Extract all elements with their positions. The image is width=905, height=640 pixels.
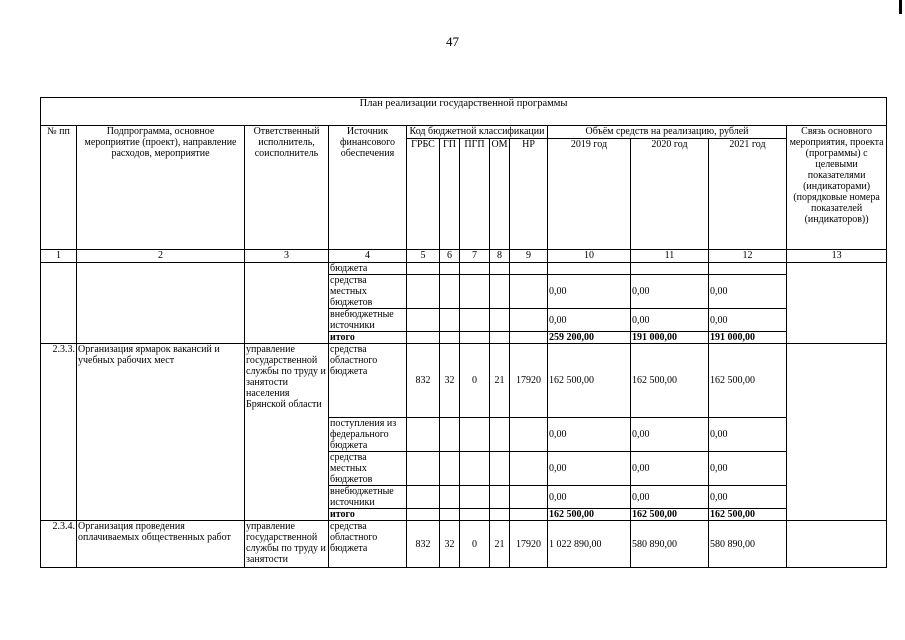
value-2020: 0,00 xyxy=(631,418,709,452)
edge-mark xyxy=(899,0,902,14)
column-number: 11 xyxy=(631,250,709,263)
row-name: Организация проведения оплачиваемых общественных работ xyxy=(77,521,245,568)
value-2020: 191 000,00 xyxy=(631,332,709,344)
table-title-row xyxy=(41,98,887,126)
row-source: внебюджетные источники xyxy=(329,486,407,509)
value-2020 xyxy=(631,263,709,275)
table-row xyxy=(41,263,887,275)
value-2020: 0,00 xyxy=(631,275,709,309)
header-row-1 xyxy=(41,126,887,139)
header-gp: ГП xyxy=(440,139,460,250)
header-no: № пп xyxy=(41,126,77,250)
value-2020: 0,00 xyxy=(631,452,709,486)
header-budget-code: Код бюджетной классификации xyxy=(407,126,548,139)
value-2019: 162 500,00 xyxy=(548,344,631,418)
value-2019: 162 500,00 xyxy=(548,509,631,521)
column-number: 4 xyxy=(329,250,407,263)
header-responsible: Ответственный исполнитель, соисполнитель xyxy=(245,126,329,250)
column-number: 6 xyxy=(440,250,460,263)
row-responsible: управление государственной службы по труду и занятости населения Брянской области xyxy=(245,344,329,521)
page-number: 47 xyxy=(446,34,459,49)
header-2021: 2021 год xyxy=(709,139,787,250)
table-row xyxy=(41,344,887,418)
value-2021: 0,00 xyxy=(709,309,787,332)
row-name xyxy=(77,263,245,344)
header-nr: НР xyxy=(510,139,548,250)
table-title: План реализации государственной программы xyxy=(41,98,887,126)
value-2019 xyxy=(548,263,631,275)
column-number: 13 xyxy=(787,250,887,263)
value-2020: 0,00 xyxy=(631,309,709,332)
plan-table xyxy=(40,97,887,568)
value-gp: 32 xyxy=(440,344,460,418)
header-2019: 2019 год xyxy=(548,139,631,250)
column-number: 2 xyxy=(77,250,245,263)
row-name: Организация ярмарок вакансий и учебных рабочих мест xyxy=(77,344,245,521)
value-2019: 0,00 xyxy=(548,452,631,486)
value-2021: 0,00 xyxy=(709,452,787,486)
value-nr: 17920 xyxy=(510,521,548,568)
value-2019: 0,00 xyxy=(548,309,631,332)
row-source: средства местных бюджетов xyxy=(329,452,407,486)
column-number: 9 xyxy=(510,250,548,263)
value-pgp: 0 xyxy=(460,521,490,568)
header-subprogram: Подпрограмма, основное мероприятие (проект), направление расходов, мероприятие xyxy=(77,126,245,250)
value-2021: 162 500,00 xyxy=(709,509,787,521)
row-responsible xyxy=(245,263,329,344)
value-2019: 0,00 xyxy=(548,418,631,452)
column-number: 12 xyxy=(709,250,787,263)
value-2019: 1 022 890,00 xyxy=(548,521,631,568)
value-pgp: 0 xyxy=(460,344,490,418)
column-number: 5 xyxy=(407,250,440,263)
header-pgp: ПГП xyxy=(460,139,490,250)
column-number: 3 xyxy=(245,250,329,263)
value-2020: 162 500,00 xyxy=(631,509,709,521)
row-source: поступления из федерального бюджета xyxy=(329,418,407,452)
table-row xyxy=(41,521,887,568)
row-link xyxy=(787,344,887,521)
value-2020: 580 890,00 xyxy=(631,521,709,568)
value-grbs: 832 xyxy=(407,521,440,568)
header-source: Источник финансового обеспечения xyxy=(329,126,407,250)
value-2019: 259 200,00 xyxy=(548,332,631,344)
value-2020: 162 500,00 xyxy=(631,344,709,418)
row-link xyxy=(787,263,887,344)
row-no: 2.3.3. xyxy=(41,344,77,521)
column-number: 10 xyxy=(548,250,631,263)
header-link: Связь основного мероприятия, проекта (программы) с целевыми показателями (индикаторами) (порядковые номера показателей (индикаторов)) xyxy=(787,126,887,250)
value-nr: 17920 xyxy=(510,344,548,418)
column-number: 1 xyxy=(41,250,77,263)
row-source: внебюджетные источники xyxy=(329,309,407,332)
row-link xyxy=(787,521,887,568)
value-2021: 191 000,00 xyxy=(709,332,787,344)
header-om: ОМ xyxy=(490,139,510,250)
row-responsible: управление государственной службы по труду и занятости xyxy=(245,521,329,568)
row-source: итого xyxy=(329,509,407,521)
header-volume: Объём средств на реализацию, рублей xyxy=(548,126,787,139)
row-source: итого xyxy=(329,332,407,344)
value-om: 21 xyxy=(490,521,510,568)
column-number: 8 xyxy=(490,250,510,263)
row-source: средства областного бюджета xyxy=(329,344,407,418)
header-2020: 2020 год xyxy=(631,139,709,250)
value-2021 xyxy=(709,263,787,275)
column-number-row xyxy=(41,250,887,263)
row-no: 2.3.4. xyxy=(41,521,77,568)
row-source: бюджета xyxy=(329,263,407,275)
value-2019: 0,00 xyxy=(548,486,631,509)
value-2021: 580 890,00 xyxy=(709,521,787,568)
row-source: средства местных бюджетов xyxy=(329,275,407,309)
value-om: 21 xyxy=(490,344,510,418)
value-2019: 0,00 xyxy=(548,275,631,309)
value-2021: 0,00 xyxy=(709,275,787,309)
value-gp: 32 xyxy=(440,521,460,568)
value-2021: 0,00 xyxy=(709,418,787,452)
value-2021: 0,00 xyxy=(709,486,787,509)
value-grbs: 832 xyxy=(407,344,440,418)
value-2020: 0,00 xyxy=(631,486,709,509)
header-grbs: ГРБС xyxy=(407,139,440,250)
value-2021: 162 500,00 xyxy=(709,344,787,418)
column-number: 7 xyxy=(460,250,490,263)
row-source: средства областного бюджета xyxy=(329,521,407,568)
row-no xyxy=(41,263,77,344)
